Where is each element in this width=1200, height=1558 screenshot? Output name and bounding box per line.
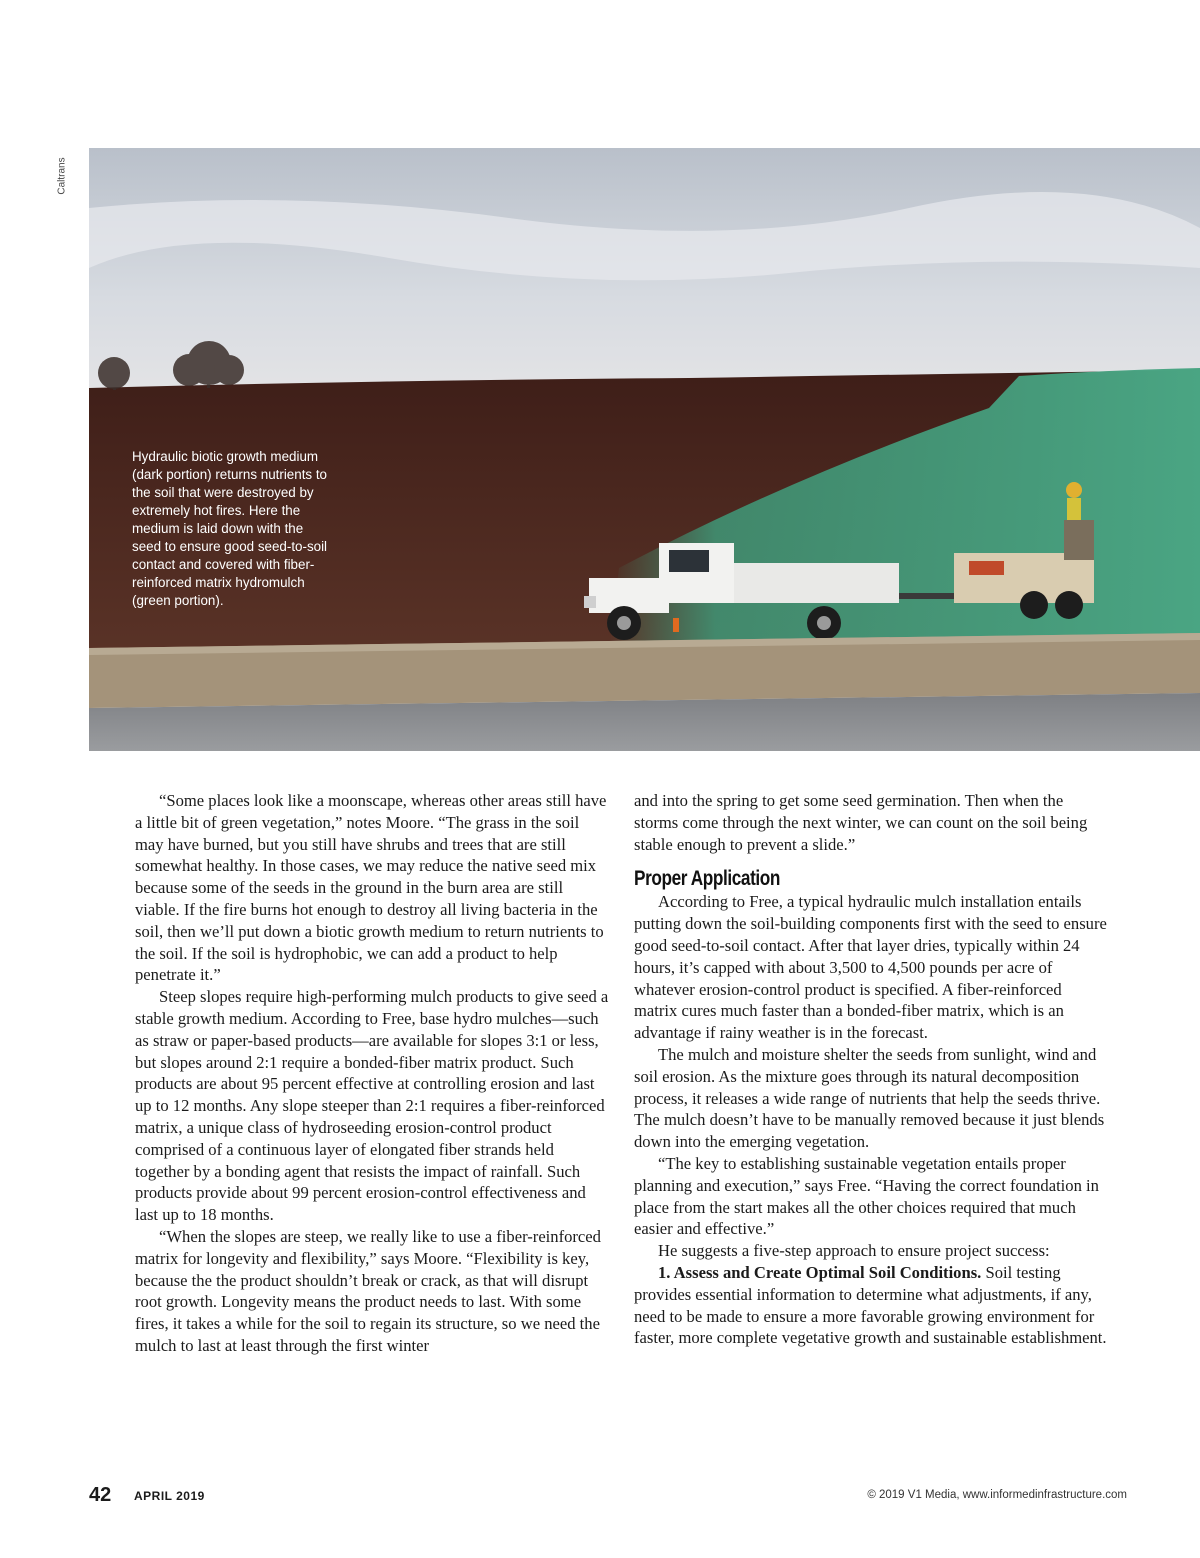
photo-caption: Hydraulic biotic growth medium (dark portion) returns nutrients to the soil that were destroyed by extremely hot fires. Here the medium is laid down with the seed to ensure good seed-to-soil contact and covered with fiber-reinforced matrix hydromulch (green portion). — [132, 449, 328, 608]
step-paragraph — [634, 1262, 1109, 1349]
copyright-notice: © 2019 V1 Media, www.informedinfrastructure.com — [867, 1489, 1127, 1501]
body-paragraph: The mulch and moisture shelter the seeds from sunlight, wind and soil erosion. As the mixture goes through its natural decomposition process, it releases a wide range of nutrients that help the seeds thrive. The mulch doesn’t have to be manually removed because it just blends down into the emerging vegetation. — [634, 1044, 1105, 1152]
cone-icon — [673, 618, 679, 632]
page-number: 42 — [89, 1484, 112, 1506]
section-heading: Proper Application — [634, 867, 781, 891]
step-title: 1. Assess and Create Optimal Soil Conditions. — [658, 1262, 982, 1282]
body-paragraph: “The key to establishing sustainable vegetation entails proper planning and execution,” says Free. “Having the correct foundation in place from the start makes all the other choices required that much easier and effective.” — [634, 1153, 1099, 1239]
body-paragraph: According to Free, a typical hydraulic mulch installation entails putting down the soil-building components first with the seed to ensure good seed-to-soil contact. After that layer dries, typically within 24 hours, it’s capped with about 3,500 to 4,500 pounds per acre of whatever erosion-control product is specified. A fiber-reinforced matrix cures much faster than a bonded-fiber matrix, which is an advantage if rainy weather is in the forecast. — [634, 892, 1107, 1043]
body-paragraph: He suggests a five-step approach to ensure project success: — [658, 1241, 1050, 1261]
body-paragraph: “Some places look like a moonscape, whereas other areas still have a little bit of green vegetation,” notes Moore. “The grass in the soil may have burned, but you still have shrubs and trees that are still somewhat healthy. In those cases, we may reduce the native seed mix because some of the seeds in the ground in the burn area are still viable. If the fire burns hot enough to destroy all living bacteria in the soil, then we’ll put down a biotic growth medium to return nutrients to the soil. If the soil is hydrophobic, we can add a product to help penetrate it.” — [135, 791, 607, 985]
right-column — [634, 790, 1109, 1349]
body-paragraph: Steep slopes require high-performing mulch products to give seed a stable growth medium. According to Free, base hydro mulches—such as straw or paper-based products—are available for slopes 3:1 or less, but slopes around 2:1 require a bonded-fiber matrix product. Such products are about 95 percent effective at controlling erosion and last up to 12 months. Any slope steeper than 2:1 requires a fiber-reinforced matrix, a unique class of hydroseeding erosion-control product comprised of a continuous layer of elongated fiber strands held together by a bonding agent that resists the impact of rainfall. Such products provide about 99 percent erosion-control effectiveness and last up to 18 months. — [135, 987, 609, 1225]
left-column — [135, 790, 610, 1357]
step-text: Soil testing provides essential information to determine what adjustments, if any, need to be made to ensure a more favorable growing environment for faster, more complete vegetative growth and sustainable establishment. — [634, 1262, 1107, 1348]
body-paragraph: “When the slopes are steep, we really like to use a fiber-reinforced matrix for longevity and flexibility,” says Moore. “Flexibility is key, because the the product shouldn’t break or crack, as that will disrupt root growth. Longevity means the product needs to last. With some fires, it takes a while for the soil to regain its structure, so we need the mulch to last at least through the first winter — [135, 1226, 601, 1355]
issue-date: APRIL 2019 — [134, 1489, 205, 1503]
continued-paragraph: and into the spring to get some seed germination. Then when the storms come through the next winter, we can count on the soil being stable enough to prevent a slide.” — [634, 791, 1088, 854]
photo-credit: Caltrans — [56, 157, 68, 195]
